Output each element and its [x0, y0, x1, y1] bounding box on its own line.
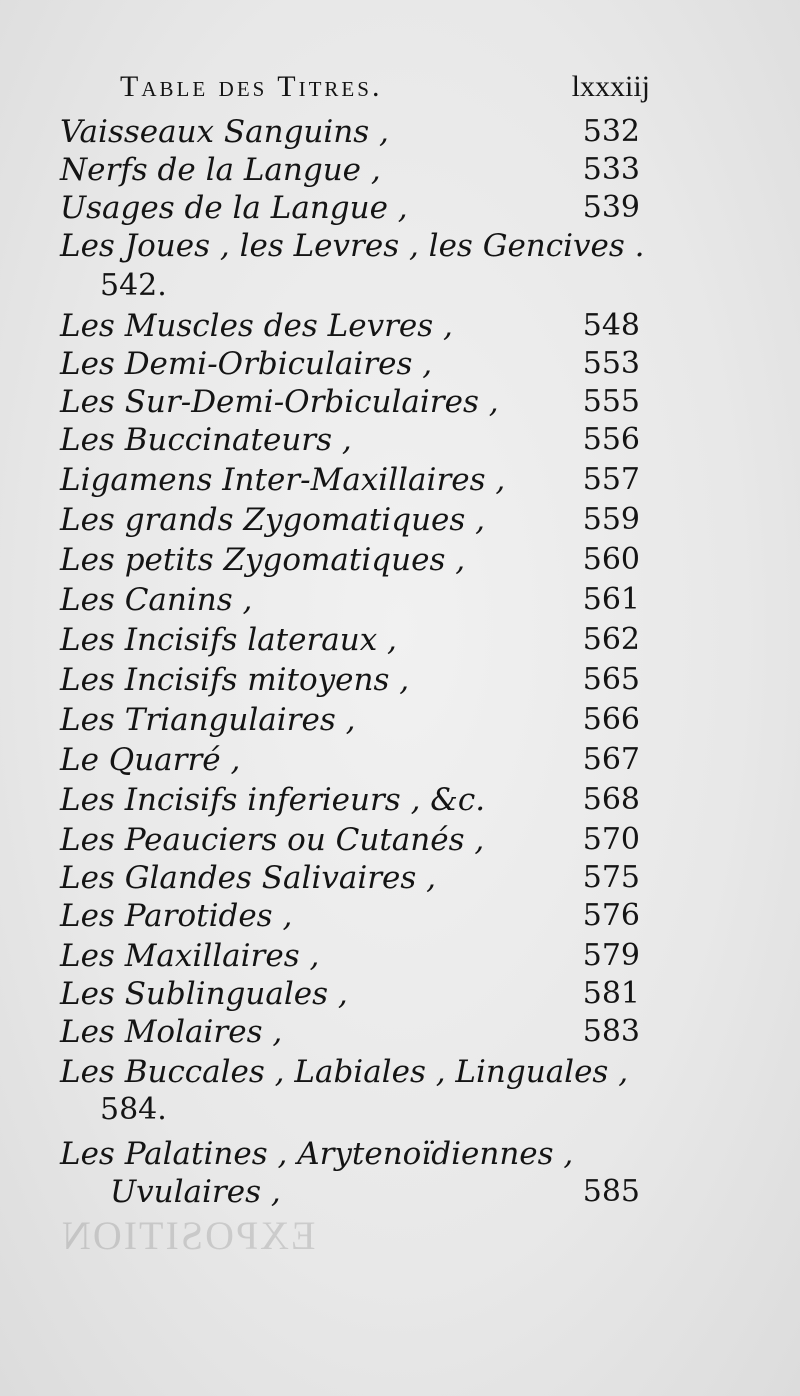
entry-page: 575 — [582, 860, 640, 895]
list-item — [60, 150, 640, 190]
entry-title: Les Demi-Orbiculaires , — [60, 346, 433, 382]
entry-title: Les petits Zygomatiques , — [60, 542, 466, 578]
running-header — [120, 70, 650, 104]
list-item — [60, 820, 640, 860]
list-item — [60, 740, 640, 780]
entry-page: 553 — [582, 346, 640, 381]
entry-page: 565 — [582, 662, 640, 697]
header-title: Table des Titres. — [120, 70, 383, 103]
entry-page-continued: 584. — [100, 1092, 167, 1127]
list-item — [60, 1012, 640, 1052]
entry-page: 561 — [582, 582, 640, 617]
entry-title: Les Incisifs lateraux , — [60, 622, 397, 658]
entry-title: Les Buccales , Labiales , Linguales , — [60, 1054, 629, 1090]
entry-title: Les Maxillaires , — [60, 938, 320, 974]
header-page-number: lxxxiij — [571, 70, 650, 103]
entry-page: 568 — [582, 782, 640, 817]
entry-title: Les Canins , — [60, 582, 253, 618]
list-item — [60, 620, 640, 660]
entry-page: 557 — [582, 462, 640, 497]
entry-title: Les Parotides , — [60, 898, 293, 934]
list-item-continued — [110, 1172, 640, 1212]
show-through-text: EXPOSITION — [60, 1213, 316, 1258]
list-item — [60, 382, 640, 422]
entry-page: 570 — [582, 822, 640, 857]
entry-title: Les Triangulaires , — [60, 702, 356, 738]
entry-page: 560 — [582, 542, 640, 577]
entry-title: Les Glandes Salivaires , — [60, 860, 437, 896]
entry-page: 548 — [582, 308, 640, 343]
entry-page: 583 — [582, 1014, 640, 1049]
list-item — [60, 500, 640, 540]
list-item — [60, 858, 640, 898]
entry-title: Les Muscles des Levres , — [60, 308, 453, 344]
entry-page: 539 — [582, 190, 640, 225]
entry-page: 581 — [582, 976, 640, 1011]
list-item — [60, 226, 645, 266]
entry-title: Les Molaires , — [60, 1014, 283, 1050]
entry-page: 559 — [582, 502, 640, 537]
list-item — [60, 188, 640, 228]
list-item — [60, 1052, 640, 1092]
list-item — [60, 306, 640, 346]
list-item — [60, 420, 640, 460]
entry-page-continued: 542. — [100, 268, 167, 303]
entry-page: 555 — [582, 384, 640, 419]
entry-page: 566 — [582, 702, 640, 737]
list-item — [60, 974, 640, 1014]
entry-title: Les Sublinguales , — [60, 976, 348, 1012]
entry-title: Le Quarré , — [60, 742, 241, 778]
entry-title: Les Incisifs inferieurs , &c. — [60, 782, 486, 818]
entry-title: Les Joues , les Levres , les Gencives . — [60, 228, 645, 264]
list-item — [60, 580, 640, 620]
list-item — [60, 112, 640, 152]
entry-title: Les Palatines , Arytenoïdiennes , — [60, 1136, 574, 1172]
entry-page: 567 — [582, 742, 640, 777]
entry-title-continued: Uvulaires , — [110, 1174, 281, 1210]
entry-title: Les Sur-Demi-Orbiculaires , — [60, 384, 499, 420]
entry-title: Les Incisifs mitoyens , — [60, 662, 410, 698]
entry-page: 562 — [582, 622, 640, 657]
entry-title: Nerfs de la Langue , — [60, 152, 381, 188]
list-item — [60, 700, 640, 740]
list-item — [60, 780, 640, 820]
entry-page: 556 — [582, 422, 640, 457]
list-item — [60, 936, 640, 976]
entry-page: 532 — [582, 114, 640, 149]
entry-title: Ligamens Inter-Maxillaires , — [60, 462, 506, 498]
entry-page: 533 — [582, 152, 640, 187]
list-item — [60, 460, 640, 500]
list-item — [60, 344, 640, 384]
entry-title: Les grands Zygomatiques , — [60, 502, 485, 538]
list-item — [60, 660, 640, 700]
entry-title: Usages de la Langue , — [60, 190, 408, 226]
list-item — [60, 896, 640, 936]
entry-page: 579 — [582, 938, 640, 973]
entry-title: Vaisseaux Sanguins , — [60, 114, 389, 150]
entry-title: Les Peauciers ou Cutanés , — [60, 822, 485, 858]
entry-title: Les Buccinateurs , — [60, 422, 352, 458]
entry-page: 585 — [582, 1174, 640, 1209]
list-item — [60, 1134, 640, 1174]
entry-page: 576 — [582, 898, 640, 933]
list-item — [60, 540, 640, 580]
